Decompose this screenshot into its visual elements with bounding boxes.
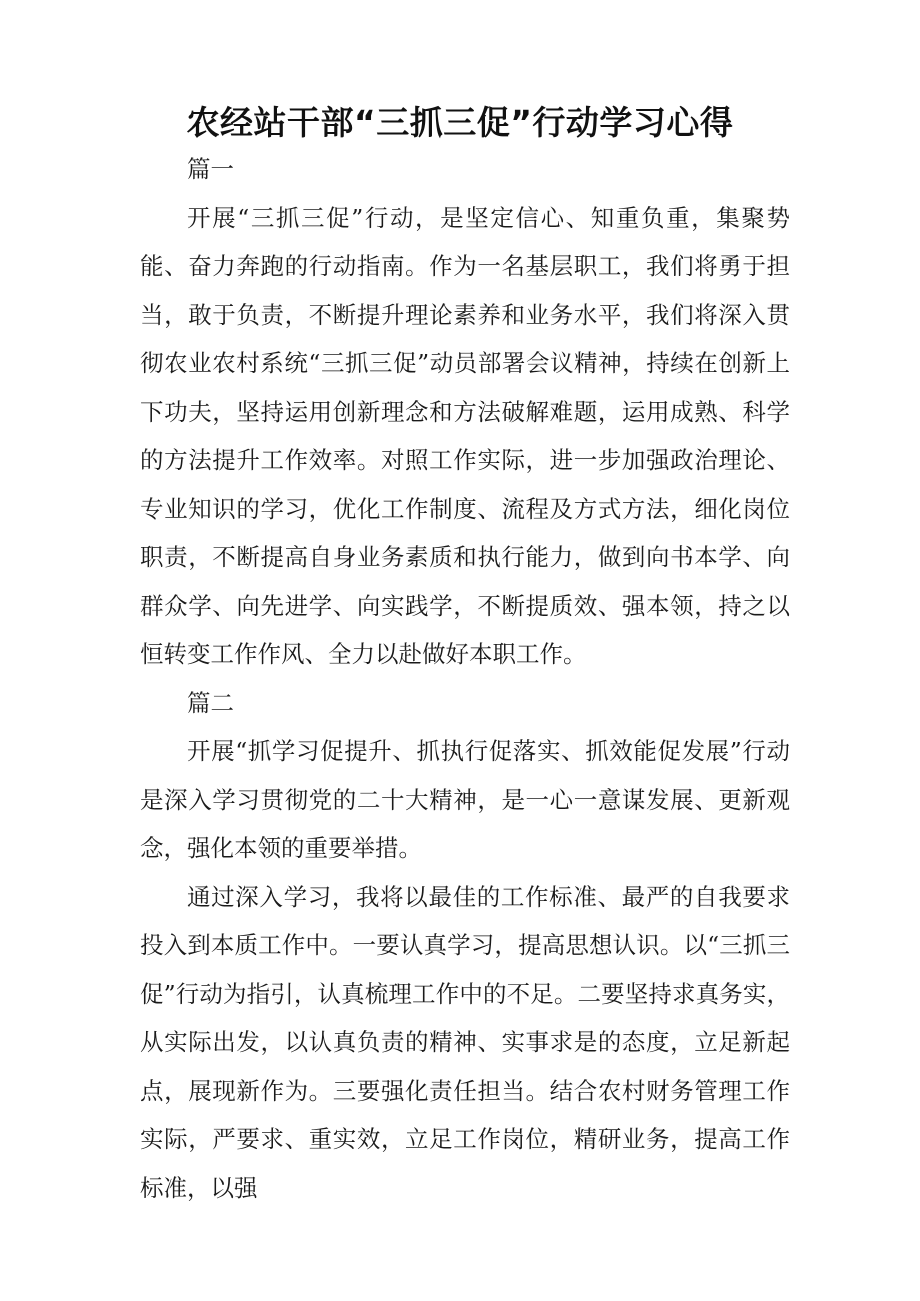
- section-heading-1: 篇一: [187, 155, 234, 183]
- section-heading-2: 篇二: [187, 688, 234, 717]
- document-title: 农经站干部“三抓三促”行动学习心得: [186, 103, 734, 142]
- section-1-paragraph-1: 开展“三抓三促”行动，是坚定信心、知重负重，集聚势能、奋力奔跑的行动指南。作为一名基层职工，我们将勇于担当，敢于负责，不断提升理论素养和业务水平，我们将深入贯彻农业农村系统“三抓三促”动员部署会议精神，持续在创新上下功夫，坚持运用创新理念和方法破解难题，运用成熟、科学的方法提升工作效率。对照工作实际，进一步加强政治理论、专业知识的学习，优化工作制度、流程及方式方法，细化岗位职责，不断提高自身业务素质和执行能力，做到向书本学、向群众学、向先进学、向实践学，不断提质效、强本领，持之以恒转变工作作风、全力以赴做好本职工作。: [140, 203, 790, 668]
- section-2-paragraph-1: 开展“抓学习促提升、抓执行促落实、抓效能促发展”行动是深入学习贯彻党的二十大精神，是一心一意谋发展、更新观念，强化本领的重要举措。: [140, 737, 790, 862]
- section-2-paragraph-2: 通过深入学习，我将以最佳的工作标准、最严的自我要求投入到本质工作中。一要认真学习，提高思想认识。以“三抓三促”行动为指引，认真梳理工作中的不足。二要坚持求真务实，从实际出发，以认真负责的精神、实事求是的态度，立足新起点，展现新作为。三要强化责任担当。结合农村财务管理工作实际，严要求、重实效，立足工作岗位，精研业务，提高工作标准，以强: [140, 882, 790, 1202]
- document-body: [140, 145, 790, 1212]
